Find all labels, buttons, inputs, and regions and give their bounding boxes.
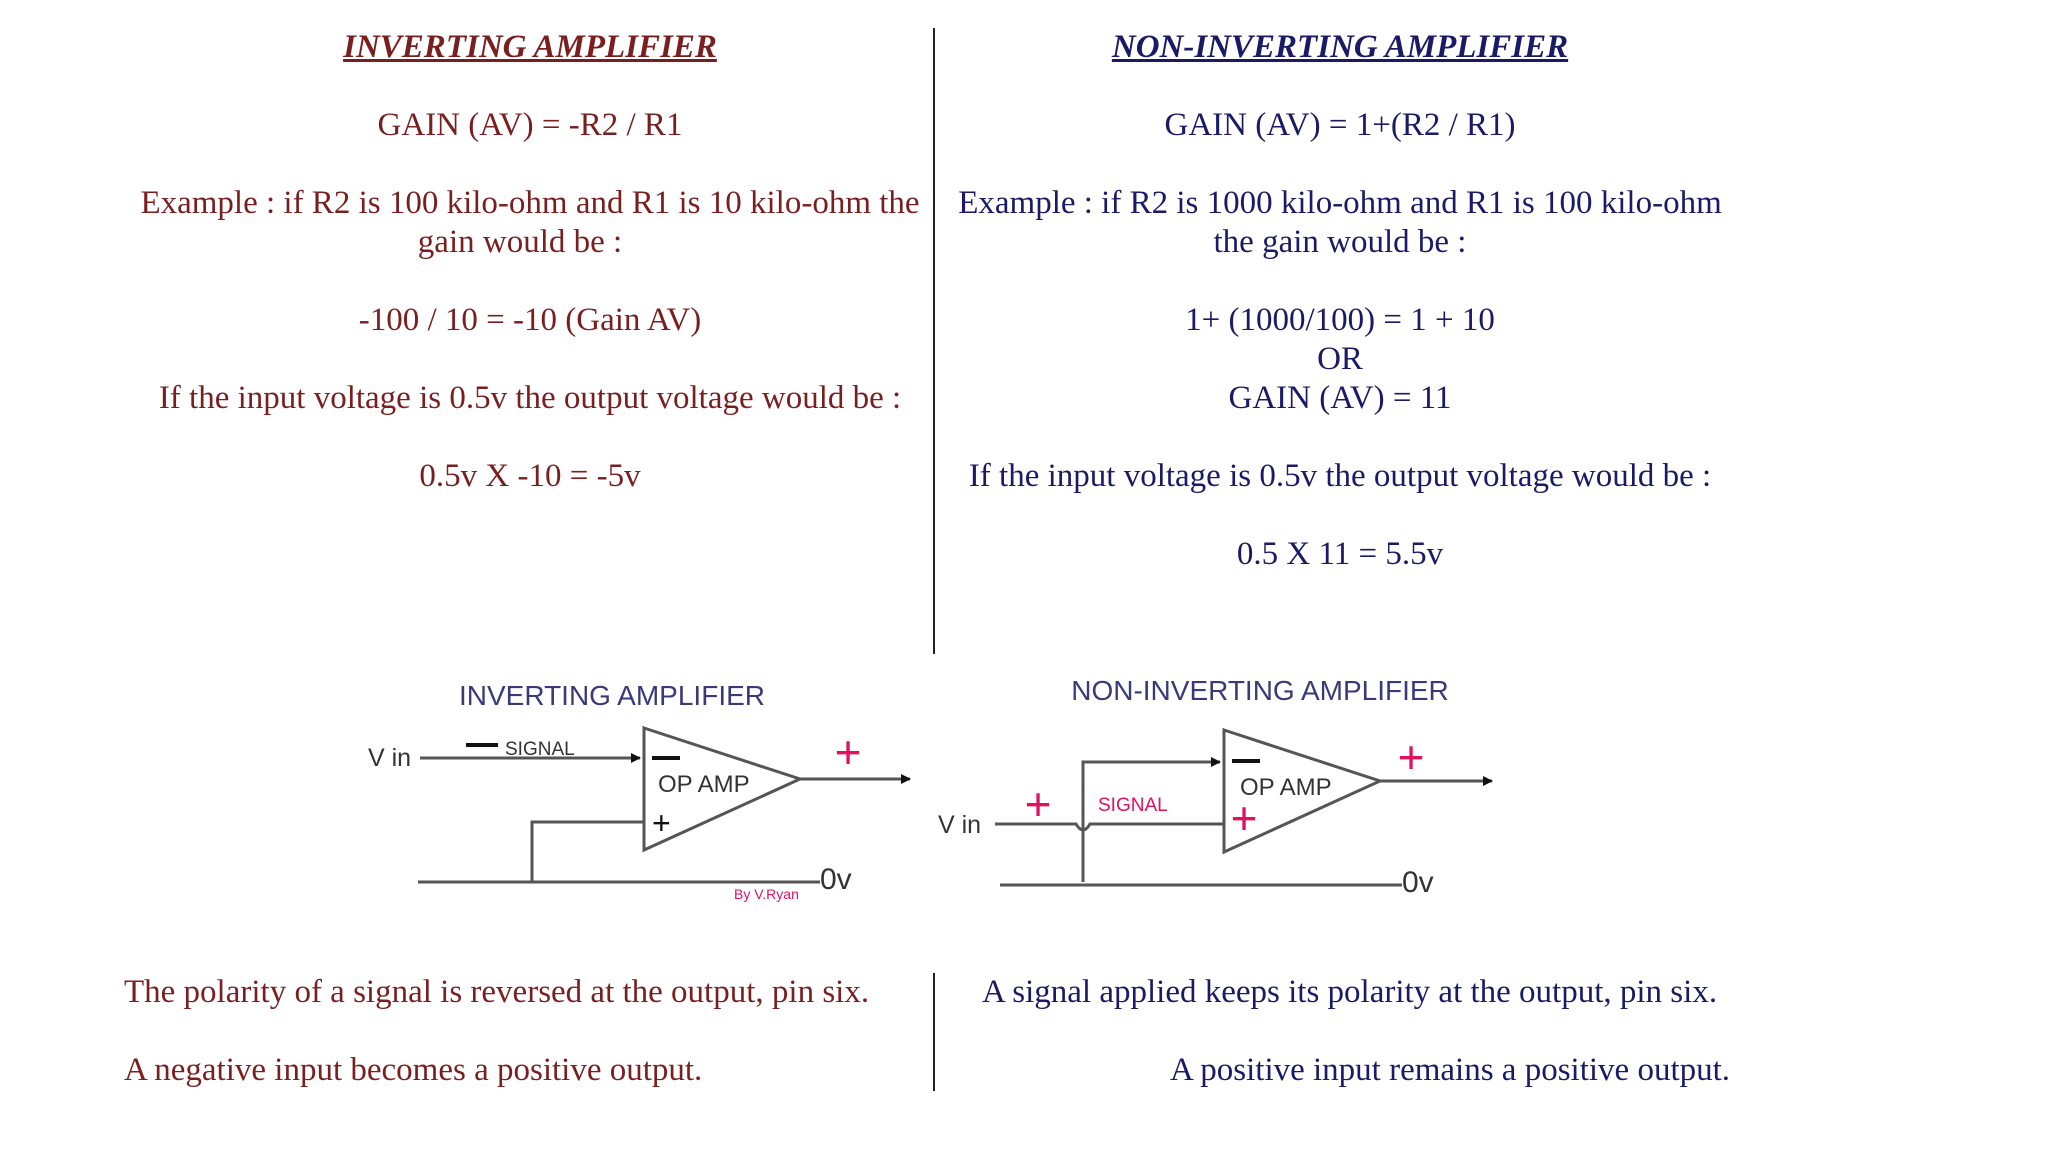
right-polarity-line: A signal applied keeps its polarity at the output, pin six. (982, 974, 1718, 1010)
non-inverting-ground-label: 0v (1402, 866, 1434, 899)
right-or: OR (1317, 341, 1363, 377)
left-title: INVERTING AMPLIFIER (343, 29, 717, 65)
right-gain-formula: GAIN (AV) = 1+(R2 / R1) (1164, 107, 1516, 143)
right-example-line2: the gain would be : (1213, 224, 1467, 260)
right-input-line: If the input voltage is 0.5v the output voltage would be : (968, 458, 1712, 494)
inverting-plus-input-icon: + (652, 805, 671, 841)
credit-label: By V.Ryan (734, 886, 799, 902)
right-calc2: GAIN (AV) = 11 (1228, 380, 1452, 416)
non-inverting-signal-label: SIGNAL (1098, 795, 1168, 816)
right-summary-line: A positive input remains a positive output. (1170, 1052, 1731, 1088)
left-example-line1: Example : if R2 is 100 kilo-ohm and R1 is 10 kilo-ohm the (140, 185, 920, 221)
right-example-line1: Example : if R2 is 1000 kilo-ohm and R1 is 100 kilo-ohm (958, 185, 1722, 221)
inverting-ground-label: 0v (820, 863, 852, 896)
inverting-signal-label: SIGNAL (505, 739, 575, 760)
right-output-calc: 0.5 X 11 = 5.5v (1236, 536, 1444, 572)
inverting-ground-link-wire (532, 822, 644, 882)
inverting-opamp-label: OP AMP (658, 771, 750, 798)
non-inverting-diagram-title: NON-INVERTING AMPLIFIER (1071, 675, 1449, 706)
left-summary-line: A negative input becomes a positive output. (124, 1052, 703, 1088)
left-gain-calc: -100 / 10 = -10 (Gain AV) (358, 302, 702, 338)
non-inverting-opamp-label: OP AMP (1240, 774, 1332, 801)
non-inverting-vin-label: V in (938, 811, 982, 839)
left-polarity-line: The polarity of a signal is reversed at the output, pin six. (124, 974, 870, 1010)
non-inverting-plus-input-icon: + (1230, 792, 1258, 844)
non-inverting-vin-plus-icon: + (1024, 778, 1052, 830)
non-inverting-amplifier-diagram (938, 675, 1492, 899)
inverting-output-plus-icon: + (834, 726, 862, 778)
inverting-diagram-title: INVERTING AMPLIFIER (459, 680, 765, 711)
left-gain-formula: GAIN (AV) = -R2 / R1 (377, 107, 683, 143)
left-input-line: If the input voltage is 0.5v the output voltage would be : (158, 380, 902, 416)
left-output-calc: 0.5v X -10 = -5v (419, 458, 641, 494)
non-inverting-feedback-wire (1083, 762, 1220, 882)
inverting-amplifier-diagram (368, 680, 910, 902)
right-calc1: 1+ (1000/100) = 1 + 10 (1185, 302, 1495, 338)
left-example-line2: gain would be : (417, 224, 623, 260)
inverting-vin-label: V in (368, 744, 412, 772)
non-inverting-output-plus-icon: + (1397, 731, 1425, 783)
right-title: NON-INVERTING AMPLIFIER (1111, 29, 1569, 65)
